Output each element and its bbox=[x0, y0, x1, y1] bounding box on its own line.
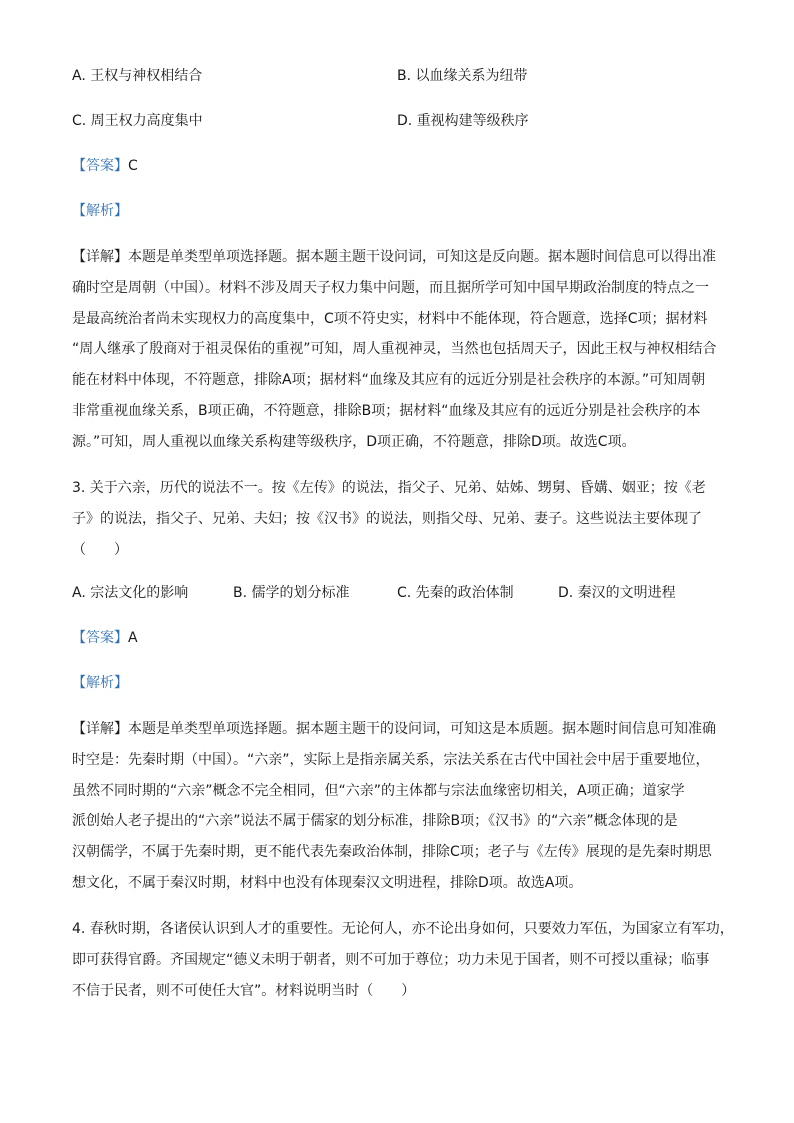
q2-option-d: D. 重视构建等级秩序 bbox=[397, 113, 529, 129]
q4-stem-line: 4. 春秋时期，各诸侯认识到人才的重要性。无论何人，亦不论出身如何，只要效力军伍，为国家立有军功， bbox=[72, 921, 734, 937]
q4-stem bbox=[72, 914, 732, 1006]
q3-detail-line: 虽然不同时期的“六亲”概念不完全相同，但“六亲”的主体都与宗法血缘密切相关，A项正确；道家学 bbox=[72, 782, 685, 799]
q3-option-d: D. 秦汉的文明进程 bbox=[558, 585, 676, 601]
q2-detail-line: “周人继承了殷商对于祖灵保佑的重视”可知，周人重视神灵，当然也包括周天子，因此王权与神权相结合 bbox=[72, 341, 717, 358]
q3-option-c: C. 先秦的政治体制 bbox=[397, 585, 514, 601]
q3-option-b: B. 儒学的划分标准 bbox=[233, 585, 350, 601]
q2-detail bbox=[72, 242, 732, 458]
q3-detail-line: 时空是：先秦时期（中国）。“六亲”，实际上是指亲属关系，宗法关系在古代中国社会中居于重要地位， bbox=[72, 751, 710, 768]
q4-stem-line: 即可获得官爵。齐国规定“德义未明于朝者，则不可加于尊位；功力未见于国者，则不可授以重禄；临事 bbox=[72, 951, 710, 968]
q3-answer bbox=[72, 628, 138, 648]
q3-detail-line: 【详解】本题是单类型单项选择题。据本题主题干的设问词，可知这是本质题。据本题时间信息可知准确 bbox=[72, 721, 716, 737]
q2-answer bbox=[72, 156, 138, 176]
q3-detail bbox=[72, 714, 732, 899]
answer-label: 【答案】 bbox=[72, 158, 128, 174]
q3-detail-line: 想文化，不属于秦汉时期，材料中也没有体现秦汉文明进程，排除D项。故选A项。 bbox=[72, 874, 583, 891]
q2-detail-line: 确时空是周朝（中国）。材料不涉及周天子权力集中问题，而且据所学可知中国早期政治制度的特点之一 bbox=[72, 279, 709, 296]
q2-detail-line: 能在材料中体现，不符题意，排除A项；据材料“血缘及其应有的远近分别是社会秩序的本源。”可知周朝 bbox=[72, 372, 706, 389]
q3-option-a: A. 宗法文化的影响 bbox=[72, 585, 189, 601]
q2-analysis-label: 【解析】 bbox=[72, 203, 128, 219]
q2-option-b: B. 以血缘关系为纽带 bbox=[397, 68, 528, 84]
q3-stem-line: （ ） bbox=[72, 541, 128, 558]
q2-detail-line: 【详解】本题是单类型单项选择题。据本题主题干设问词，可知这是反向题。据本题时间信息可以得出准 bbox=[72, 249, 716, 265]
q3-stem-line: 3. 关于六亲，历代的说法不一。按《左传》的说法，指父子、兄弟、姑姊、甥舅、昏媾、姻亚；按《老 bbox=[72, 480, 706, 496]
answer-value: A bbox=[128, 630, 138, 646]
q2-detail-line: 源。”可知，周人重视以血缘关系构建等级秩序，D项正确，不符题意，排除D项。故选C项。 bbox=[72, 433, 636, 450]
q2-detail-line: 非常重视血缘关系，B项正确，不符题意，排除B项；据材料“血缘及其应有的远近分别是社会秩序的本 bbox=[72, 402, 701, 419]
q3-stem-line: 子》的说法，指父子、兄弟、夫妇；按《汉书》的说法，则指父母、兄弟、妻子。这些说法主要体现了 bbox=[72, 510, 702, 527]
q2-option-c: C. 周王权力高度集中 bbox=[72, 113, 203, 129]
q4-stem-line: 不信于民者，则不可使任大官”。材料说明当时（ ） bbox=[72, 982, 416, 999]
q3-stem bbox=[72, 473, 732, 565]
answer-label: 【答案】 bbox=[72, 630, 128, 646]
q3-detail-line: 派创始人老子提出的“六亲”说法不属于儒家的划分标准，排除B项；《汉书》的“六亲”概念体现的是 bbox=[72, 813, 678, 830]
q2-option-a: A. 王权与神权相结合 bbox=[72, 68, 203, 84]
q3-detail-line: 汉朝儒学，不属于先秦时期，更不能代表先秦政治体制，排除C项；老子与《左传》展现的是先秦时期思 bbox=[72, 844, 712, 861]
answer-value: C bbox=[128, 158, 138, 174]
q2-detail-line: 是最高统治者尚未实现权力的高度集中，C项不符史实，材料中不能体现，符合题意，选择C项；据材料 bbox=[72, 310, 708, 327]
q3-analysis-label: 【解析】 bbox=[72, 675, 128, 691]
